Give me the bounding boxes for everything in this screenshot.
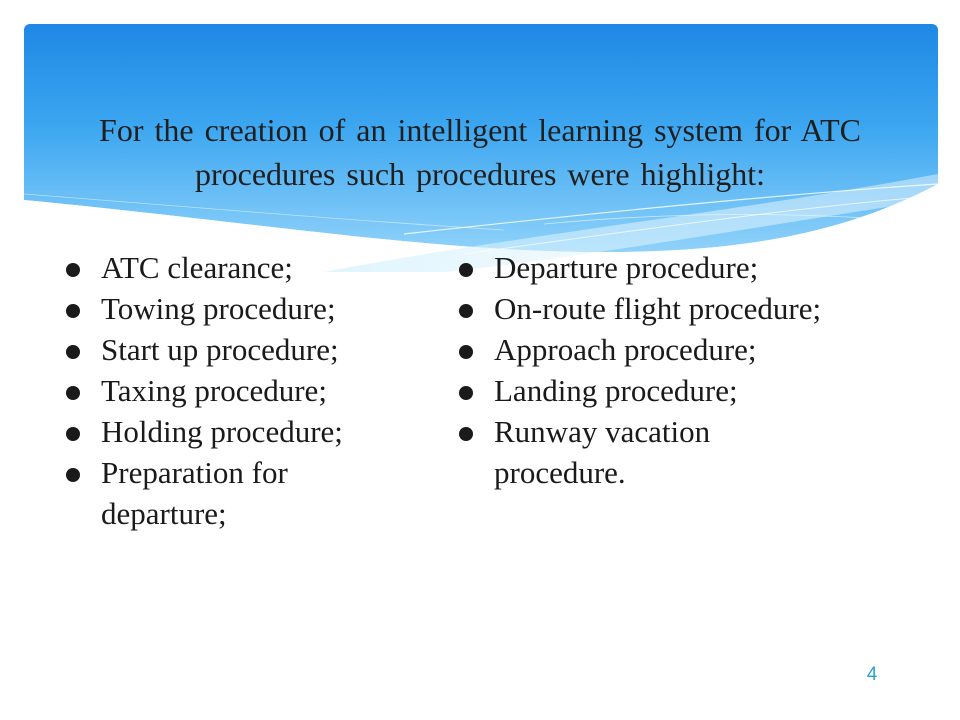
bullet-icon bbox=[459, 345, 473, 359]
list-item bbox=[62, 370, 402, 411]
bullet-icon bbox=[459, 263, 473, 277]
bullet-icon bbox=[66, 345, 80, 359]
list-item bbox=[62, 247, 402, 288]
list-item bbox=[455, 247, 825, 288]
bullet-icon bbox=[459, 304, 473, 318]
bullet-icon bbox=[459, 386, 473, 400]
bullet-icon bbox=[66, 304, 80, 318]
list-item bbox=[62, 411, 402, 452]
left-bullet-list bbox=[62, 247, 402, 534]
bullet-icon bbox=[66, 263, 80, 277]
list-item-text: Runway vacation procedure. bbox=[494, 414, 711, 490]
slide-number: 4 bbox=[866, 664, 878, 685]
list-item-text: ATC clearance; bbox=[101, 250, 293, 285]
list-item-text: On-route flight procedure; bbox=[494, 291, 822, 326]
list-item-text: Approach procedure; bbox=[494, 332, 757, 367]
right-bullet-list bbox=[455, 247, 825, 493]
slide-title: For the creation of an intelligent learning system for ATC procedures such procedures were highlight: bbox=[99, 112, 861, 192]
list-item-text: Preparation for departure; bbox=[101, 455, 288, 531]
list-item bbox=[455, 411, 825, 493]
list-item-text: Departure procedure; bbox=[494, 250, 759, 285]
list-item bbox=[62, 452, 402, 534]
list-item bbox=[455, 370, 825, 411]
list-item bbox=[455, 329, 825, 370]
bullet-icon bbox=[66, 468, 80, 482]
list-item-text: Holding procedure; bbox=[101, 414, 343, 449]
list-item bbox=[62, 288, 402, 329]
bullet-icon bbox=[66, 386, 80, 400]
list-item-text: Landing procedure; bbox=[494, 373, 738, 408]
list-item bbox=[455, 288, 825, 329]
bullet-icon bbox=[66, 427, 80, 441]
list-item-text: Start up procedure; bbox=[101, 332, 339, 367]
bullet-icon bbox=[459, 427, 473, 441]
list-item bbox=[62, 329, 402, 370]
list-item-text: Taxing procedure; bbox=[101, 373, 327, 408]
list-item-text: Towing procedure; bbox=[101, 291, 336, 326]
